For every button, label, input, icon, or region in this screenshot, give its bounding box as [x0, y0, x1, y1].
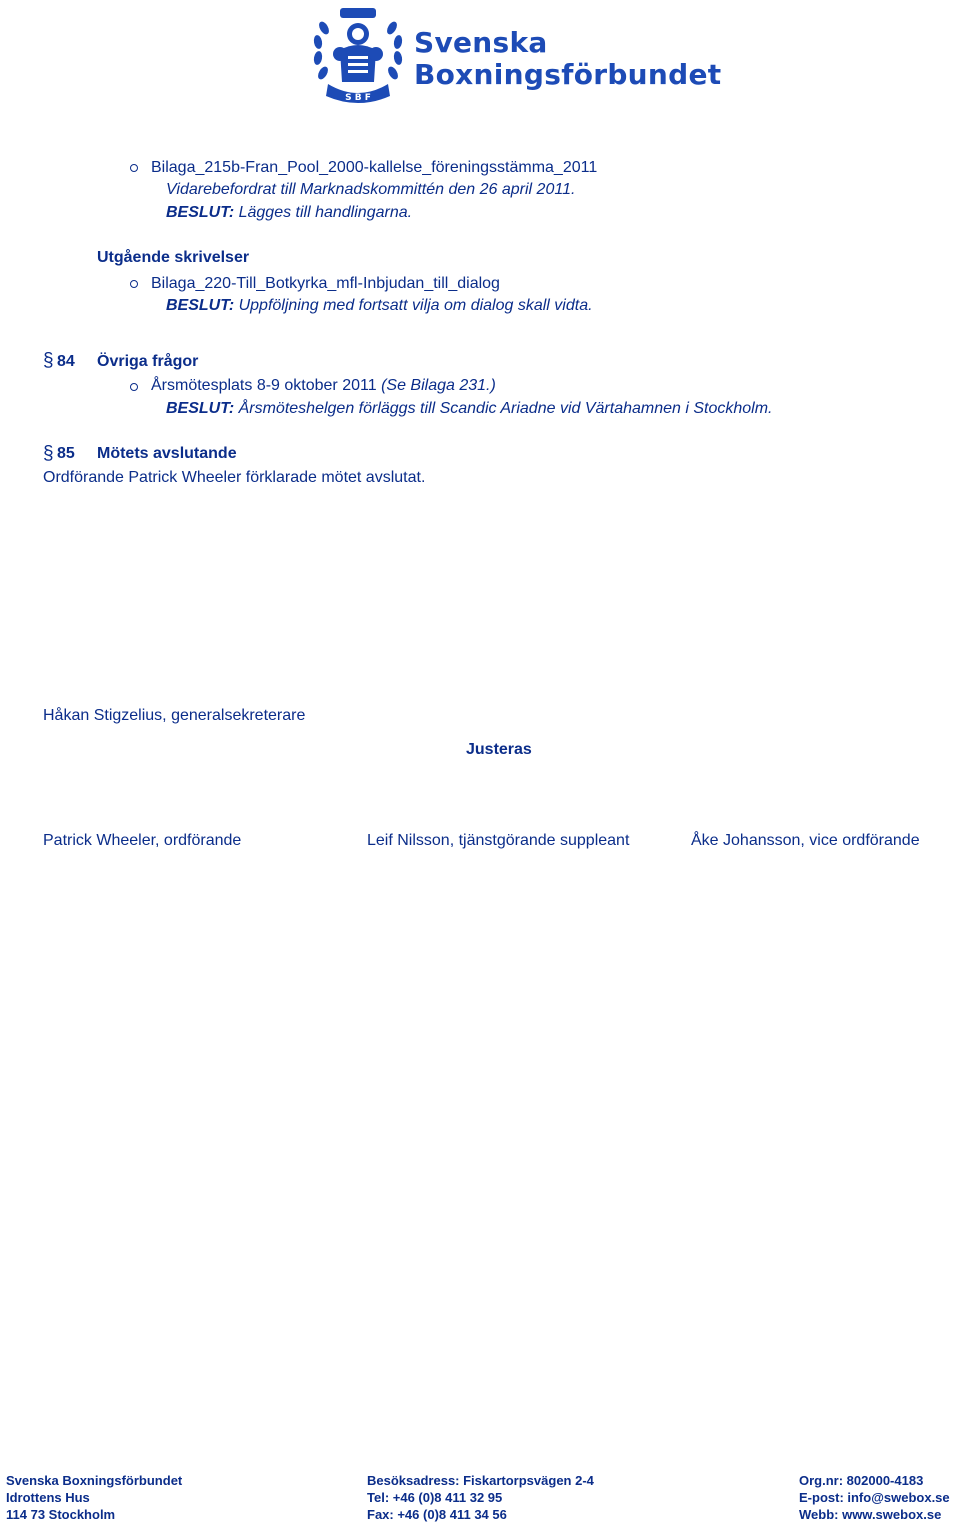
s84-item-ref: (Se Bilaga 231.)	[381, 377, 496, 394]
bullet-icon	[130, 164, 138, 172]
footer-col-contact	[367, 1472, 594, 1523]
beslut-label: BESLUT:	[166, 400, 235, 417]
beslut-text: Lägges till handlingarna.	[238, 204, 413, 221]
section-number-85: 85	[57, 445, 75, 462]
beslut-text: Årsmöteshelgen förläggs till Scandic Ariadne vid Värtahamnen i Stockholm.	[238, 400, 773, 417]
section-sign-84: §	[43, 350, 54, 371]
bullet-icon	[130, 383, 138, 391]
bilaga-220-beslut	[166, 295, 593, 317]
bilaga-215b-title: Bilaga_215b-Fran_Pool_2000-kallelse_föreningsstämma_2011	[151, 159, 598, 176]
sbf-logo	[310, 6, 722, 106]
section-number-84: 84	[57, 353, 75, 370]
bilaga-220-title: Bilaga_220-Till_Botkyrka_mfl-Inbjudan_till_dialog	[151, 275, 500, 292]
footer-website: Webb: www.swebox.se	[799, 1507, 942, 1522]
footer-org-postal: 114 73 Stockholm	[6, 1507, 116, 1522]
bullet-icon	[130, 280, 138, 288]
footer-col-org	[6, 1472, 182, 1523]
section-title-84: Övriga frågor	[97, 353, 199, 370]
chair-signature: Patrick Wheeler, ordförande	[43, 832, 242, 849]
logo-text-line1: Svenska	[414, 26, 548, 59]
s85-text: Ordförande Patrick Wheeler förklarade mötet avslutat.	[43, 469, 426, 486]
s84-item	[151, 375, 496, 397]
section-sign-85: §	[43, 443, 54, 464]
bilaga-215b-beslut	[166, 202, 412, 224]
bilaga-215b-note: Vidarebefordrat till Marknadskommittén den 26 april 2011.	[166, 181, 576, 198]
footer-email: E-post: info@swebox.se	[799, 1490, 950, 1505]
footer-visit-address: Besöksadress: Fiskartorpsvägen 2-4	[367, 1473, 594, 1488]
section-title-85: Mötets avslutande	[97, 445, 237, 462]
beslut-label: BESLUT:	[166, 297, 235, 314]
secretary-signature: Håkan Stigzelius, generalsekreterare	[43, 707, 306, 724]
emblem-text: S B F	[345, 93, 371, 103]
footer-org-building: Idrottens Hus	[6, 1490, 90, 1505]
beslut-label: BESLUT:	[166, 204, 235, 221]
footer-col-web	[799, 1472, 950, 1523]
logo-text-line2: Boxningsförbundet	[414, 58, 722, 91]
footer-org-name: Svenska Boxningsförbundet	[6, 1473, 183, 1488]
substitute-signature: Leif Nilsson, tjänstgörande suppleant	[367, 832, 630, 849]
beslut-text: Uppföljning med fortsatt vilja om dialog skall vidta.	[238, 297, 593, 314]
outgoing-heading: Utgående skrivelser	[97, 249, 250, 266]
footer-phone: Tel: +46 (0)8 411 32 95	[367, 1490, 503, 1505]
vice-chair-signature: Åke Johansson, vice ordförande	[691, 832, 920, 849]
sbf-emblem-icon	[310, 6, 406, 106]
justeras-heading: Justeras	[466, 741, 532, 758]
footer-orgnr: Org.nr: 802000-4183	[799, 1473, 924, 1488]
s84-beslut	[166, 398, 773, 420]
s84-item-text: Årsmötesplats 8-9 oktober 2011	[151, 377, 377, 394]
footer-fax: Fax: +46 (0)8 411 34 56	[367, 1507, 507, 1522]
